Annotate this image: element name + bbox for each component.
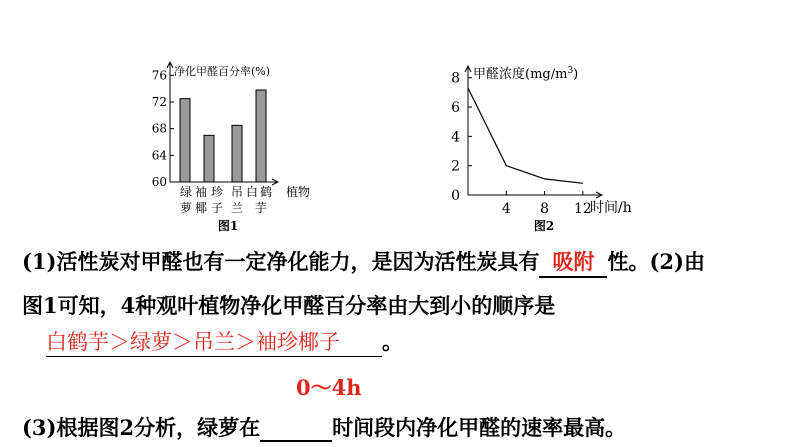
y-tick-label: 64 [151,148,167,163]
y-tick-label: 6 [451,100,460,117]
formaldehyde-line-chart [440,0,670,240]
chart-title: 净化甲醛百分率(%) [174,65,271,78]
y-tick-label: 2 [451,158,460,175]
q2-text: 图1可知，4种观叶植物净化甲醛百分率由大到小的顺序是 [22,293,556,318]
plant-bar-chart [140,0,340,240]
x-tick-label: 4 [501,201,511,217]
x-tick-label: 8 [540,201,550,217]
question-3-line [22,412,626,442]
question-2-answer-line [46,326,403,357]
y-tick-label: 4 [451,129,460,146]
x-tick-label: 12 [573,201,592,217]
concentration-line [468,88,583,183]
q3-answer-blank [260,415,332,442]
category-label: 绿 [179,185,193,199]
category-label: 鹤 [259,185,273,199]
q2-answer-blank: 白鹤芋＞绿萝＞吊兰＞袖珍椰子 [46,326,382,357]
bar-袖珍椰子 [204,135,214,182]
q3-text-end: 时间段内净化甲醛的速率最高。 [332,415,627,440]
y-tick-label: 8 [451,70,460,87]
q1-text-end: 性。(2)由 [607,249,705,274]
category-label: 白 [245,185,259,199]
q3-text: (3)根据图2分析，绿萝在 [22,415,261,440]
chart-caption: 图1 [217,219,239,233]
y-tick-label: 76 [151,68,167,83]
question-1-line [22,246,705,278]
category-label: 椰 [194,201,208,215]
category-label: 袖 [194,185,208,199]
q1-answer-blank: 吸附 [539,246,607,278]
y-tick-label: 72 [151,95,167,109]
chart-caption: 图2 [533,219,555,233]
x-axis-label: 植物 [286,185,311,199]
y-tick-label: 0 [451,188,460,204]
category-label: 萝 [179,201,193,215]
y-tick-label: 68 [151,121,167,136]
q3-answer: 0～4h [296,375,362,400]
bar-白鹤芋 [256,90,266,182]
bar-绿萝 [180,99,190,182]
category-label: 珍 [210,185,224,199]
category-label: 芋 [254,201,268,215]
bar-吊兰 [232,125,242,182]
category-label: 吊 [230,185,244,199]
question-2-line [22,290,555,320]
x-axis-label: 时间/h [590,200,632,216]
y-tick-label: 60 [151,175,167,189]
q2-end: 。 [382,329,403,354]
category-label: 兰 [230,201,244,215]
chart-title: 甲醛浓度$(mg/m^3)$ [473,66,579,82]
category-label: 子 [210,201,224,215]
q1-text: (1)活性炭对甲醛也有一定净化能力，是因为活性炭具有 [22,249,540,274]
